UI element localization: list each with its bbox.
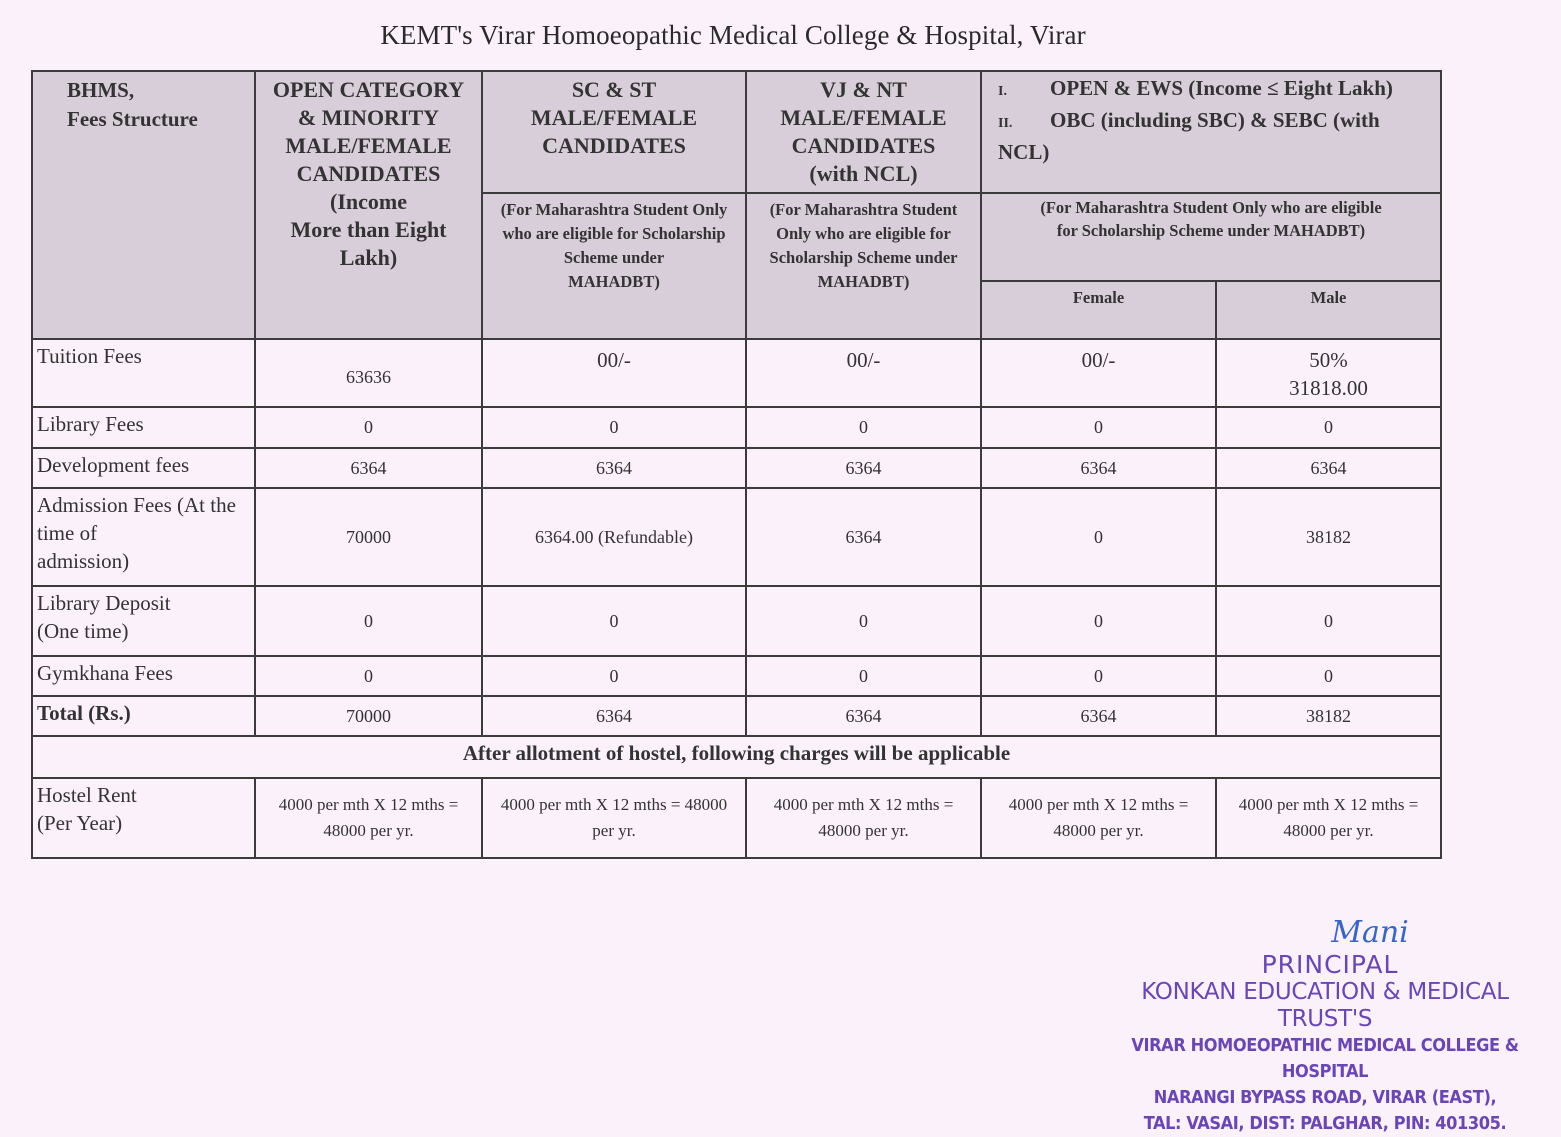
course-label: BHMS, bbox=[67, 78, 135, 102]
header-line: CANDIDATES bbox=[791, 133, 936, 158]
header-line: MALE/FEMALE bbox=[285, 133, 452, 158]
cell-value bbox=[981, 778, 1216, 858]
fees-structure-table bbox=[31, 70, 1442, 859]
row-label-line: (Per Year) bbox=[37, 811, 123, 835]
header-sc-st bbox=[482, 71, 746, 193]
header-item-text: OPEN & EWS (Income ≤ Eight Lakh) bbox=[1050, 76, 1393, 100]
cell-value: 6364 bbox=[746, 696, 981, 736]
subheader-line: Scholarship Scheme under bbox=[769, 248, 958, 267]
subheader-line: (For Maharashtra Student Only bbox=[500, 200, 728, 219]
cell-value: 0 bbox=[255, 407, 482, 448]
table-row-admission-fees bbox=[32, 488, 1441, 586]
cell-value bbox=[746, 778, 981, 858]
cell-value: 6364 bbox=[746, 448, 981, 488]
cell-value: 63636 bbox=[255, 339, 482, 407]
cell-value: 0 bbox=[1216, 586, 1441, 656]
table-row-library-fees bbox=[32, 407, 1441, 448]
header-line: SC & ST bbox=[571, 77, 657, 102]
header-item-tail: NCL) bbox=[998, 140, 1050, 164]
row-label: Tuition Fees bbox=[32, 339, 255, 407]
stamp-address-line-1: NARANGI BYPASS ROAD, VIRAR (EAST), bbox=[1153, 1087, 1497, 1108]
cell-value bbox=[255, 778, 482, 858]
table-row-library-deposit bbox=[32, 586, 1441, 656]
cell-value: 0 bbox=[746, 407, 981, 448]
row-label: Library Fees bbox=[32, 407, 255, 448]
stamp-college-name: VIRAR HOMOEOPATHIC MEDICAL COLLEGE & HOSPITAL bbox=[1131, 1035, 1519, 1082]
header-line: CANDIDATES bbox=[296, 161, 441, 186]
subheader-line: MAHADBT) bbox=[568, 272, 660, 291]
header-line: OPEN CATEGORY bbox=[272, 77, 465, 102]
subheader-male: Male bbox=[1216, 281, 1441, 339]
header-line: VJ & NT bbox=[820, 77, 907, 102]
fees-structure-label: Fees Structure bbox=[67, 107, 198, 131]
cell-value: 0 bbox=[981, 407, 1216, 448]
cell-value: 0 bbox=[482, 586, 746, 656]
header-line: Lakh) bbox=[339, 245, 398, 270]
hostel-note: After allotment of hostel, following charges will be applicable bbox=[32, 736, 1441, 778]
cell-value: 0 bbox=[482, 656, 746, 696]
roman-numeral: I. bbox=[998, 84, 1007, 99]
cell-value: 0 bbox=[746, 656, 981, 696]
subheader-line: who are eligible for Scholarship bbox=[502, 224, 726, 243]
cell-value: 38182 bbox=[1216, 488, 1441, 586]
cell-value-tuition-male bbox=[1216, 339, 1441, 407]
document-title: KEMT's Virar Homoeopathic Medical College & Hospital, Virar bbox=[380, 20, 1086, 50]
subheader-line: Scheme under bbox=[563, 248, 665, 267]
cell-value: 0 bbox=[981, 656, 1216, 696]
row-label-line: time of bbox=[37, 521, 98, 545]
cell-value: 0 bbox=[981, 488, 1216, 586]
header-line: More than Eight bbox=[290, 217, 447, 242]
header-line: (with NCL) bbox=[809, 161, 918, 186]
header-line: & MINORITY bbox=[297, 105, 440, 130]
cell-line: 48000 per yr. bbox=[1283, 821, 1374, 840]
cell-line: 48000 per yr. bbox=[323, 821, 414, 840]
cell-value: 00/- bbox=[482, 339, 746, 407]
subheader-line: for Scholarship Scheme under MAHADBT) bbox=[1056, 221, 1366, 240]
table-row-total bbox=[32, 696, 1441, 736]
header-item-obc bbox=[998, 106, 1432, 138]
subheader-sc-st bbox=[482, 193, 746, 339]
cell-value: 6364 bbox=[482, 448, 746, 488]
cell-line: 4000 per mth X 12 mths = bbox=[1238, 795, 1419, 814]
stamp-address-line-2: TAL: VASAI, DIST: PALGHAR, PIN: 401305. bbox=[1143, 1113, 1507, 1134]
cell-value: 6364 bbox=[1216, 448, 1441, 488]
header-open-category bbox=[255, 71, 482, 339]
header-line: MALE/FEMALE bbox=[780, 105, 947, 130]
table-row-tuition-fees bbox=[32, 339, 1441, 407]
cell-value: 0 bbox=[1216, 656, 1441, 696]
principal-stamp bbox=[1100, 915, 1550, 1137]
amount: 31818.00 bbox=[1289, 376, 1368, 400]
row-label bbox=[32, 778, 255, 858]
subheader-line: (For Maharashtra Student Only who are eligible bbox=[1040, 198, 1382, 217]
cell-line: 4000 per mth X 12 mths = bbox=[1008, 795, 1189, 814]
subheader-line: MAHADBT) bbox=[817, 272, 910, 291]
cell-value: 0 bbox=[482, 407, 746, 448]
cell-value: 0 bbox=[981, 586, 1216, 656]
cell-value: 00/- bbox=[981, 339, 1216, 407]
corner-header-cell bbox=[32, 71, 255, 339]
subheader-line: (For Maharashtra Student bbox=[769, 200, 958, 219]
row-label-total: Total (Rs.) bbox=[32, 696, 255, 736]
header-item-open-ews bbox=[998, 74, 1432, 106]
signature: Mani bbox=[1331, 915, 1409, 950]
cell-value: 6364 bbox=[255, 448, 482, 488]
cell-line: 4000 per mth X 12 mths = 48000 bbox=[500, 795, 728, 814]
cell-value: 38182 bbox=[1216, 696, 1441, 736]
cell-value: 6364 bbox=[746, 488, 981, 586]
table-row-hostel-note bbox=[32, 736, 1441, 778]
header-line: (Income bbox=[330, 189, 407, 214]
cell-value: 0 bbox=[255, 586, 482, 656]
row-label bbox=[32, 488, 255, 586]
row-label-line: Admission Fees (At the bbox=[37, 493, 236, 517]
header-line: MALE/FEMALE bbox=[530, 105, 698, 130]
header-line: CANDIDATES bbox=[542, 133, 686, 158]
cell-line: per yr. bbox=[592, 821, 636, 840]
roman-numeral: II. bbox=[998, 116, 1013, 131]
cell-value: 6364 bbox=[981, 448, 1216, 488]
row-label-line: admission) bbox=[37, 549, 130, 573]
header-item-text: OBC (including SBC) & SEBC (with bbox=[1050, 108, 1380, 132]
subheader-vj-nt bbox=[746, 193, 981, 339]
row-label: Gymkhana Fees bbox=[32, 656, 255, 696]
row-label-line: Library Deposit bbox=[37, 591, 171, 615]
percentage: 50% bbox=[1309, 348, 1348, 372]
cell-value: 70000 bbox=[255, 696, 482, 736]
table-row-development-fees bbox=[32, 448, 1441, 488]
subheader-open-ews-obc bbox=[981, 193, 1441, 281]
cell-value: 6364.00 (Refundable) bbox=[482, 488, 746, 586]
cell-value: 0 bbox=[255, 656, 482, 696]
cell-value: 70000 bbox=[255, 488, 482, 586]
row-label bbox=[32, 586, 255, 656]
subheader-line: Only who are eligible for bbox=[776, 224, 951, 243]
cell-value: 6364 bbox=[981, 696, 1216, 736]
stamp-designation: PRINCIPAL bbox=[1261, 950, 1399, 979]
table-row-gymkhana-fees bbox=[32, 656, 1441, 696]
table-row-hostel-rent bbox=[32, 778, 1441, 858]
row-label: Development fees bbox=[32, 448, 255, 488]
cell-line: 48000 per yr. bbox=[818, 821, 909, 840]
cell-line: 4000 per mth X 12 mths = bbox=[773, 795, 954, 814]
row-label-line: (One time) bbox=[37, 619, 129, 643]
subheader-female: Female bbox=[981, 281, 1216, 339]
cell-value bbox=[1216, 778, 1441, 858]
row-label-line: Hostel Rent bbox=[37, 783, 137, 807]
cell-line: 48000 per yr. bbox=[1053, 821, 1144, 840]
cell-value: 0 bbox=[1216, 407, 1441, 448]
cell-value: 0 bbox=[746, 586, 981, 656]
header-open-ews-obc bbox=[981, 71, 1441, 193]
stamp-trust-name: KONKAN EDUCATION & MEDICAL TRUST'S bbox=[1141, 979, 1509, 1032]
cell-line: 4000 per mth X 12 mths = bbox=[278, 795, 459, 814]
cell-value: 6364 bbox=[482, 696, 746, 736]
header-vj-nt bbox=[746, 71, 981, 193]
cell-value: 00/- bbox=[746, 339, 981, 407]
cell-value bbox=[482, 778, 746, 858]
